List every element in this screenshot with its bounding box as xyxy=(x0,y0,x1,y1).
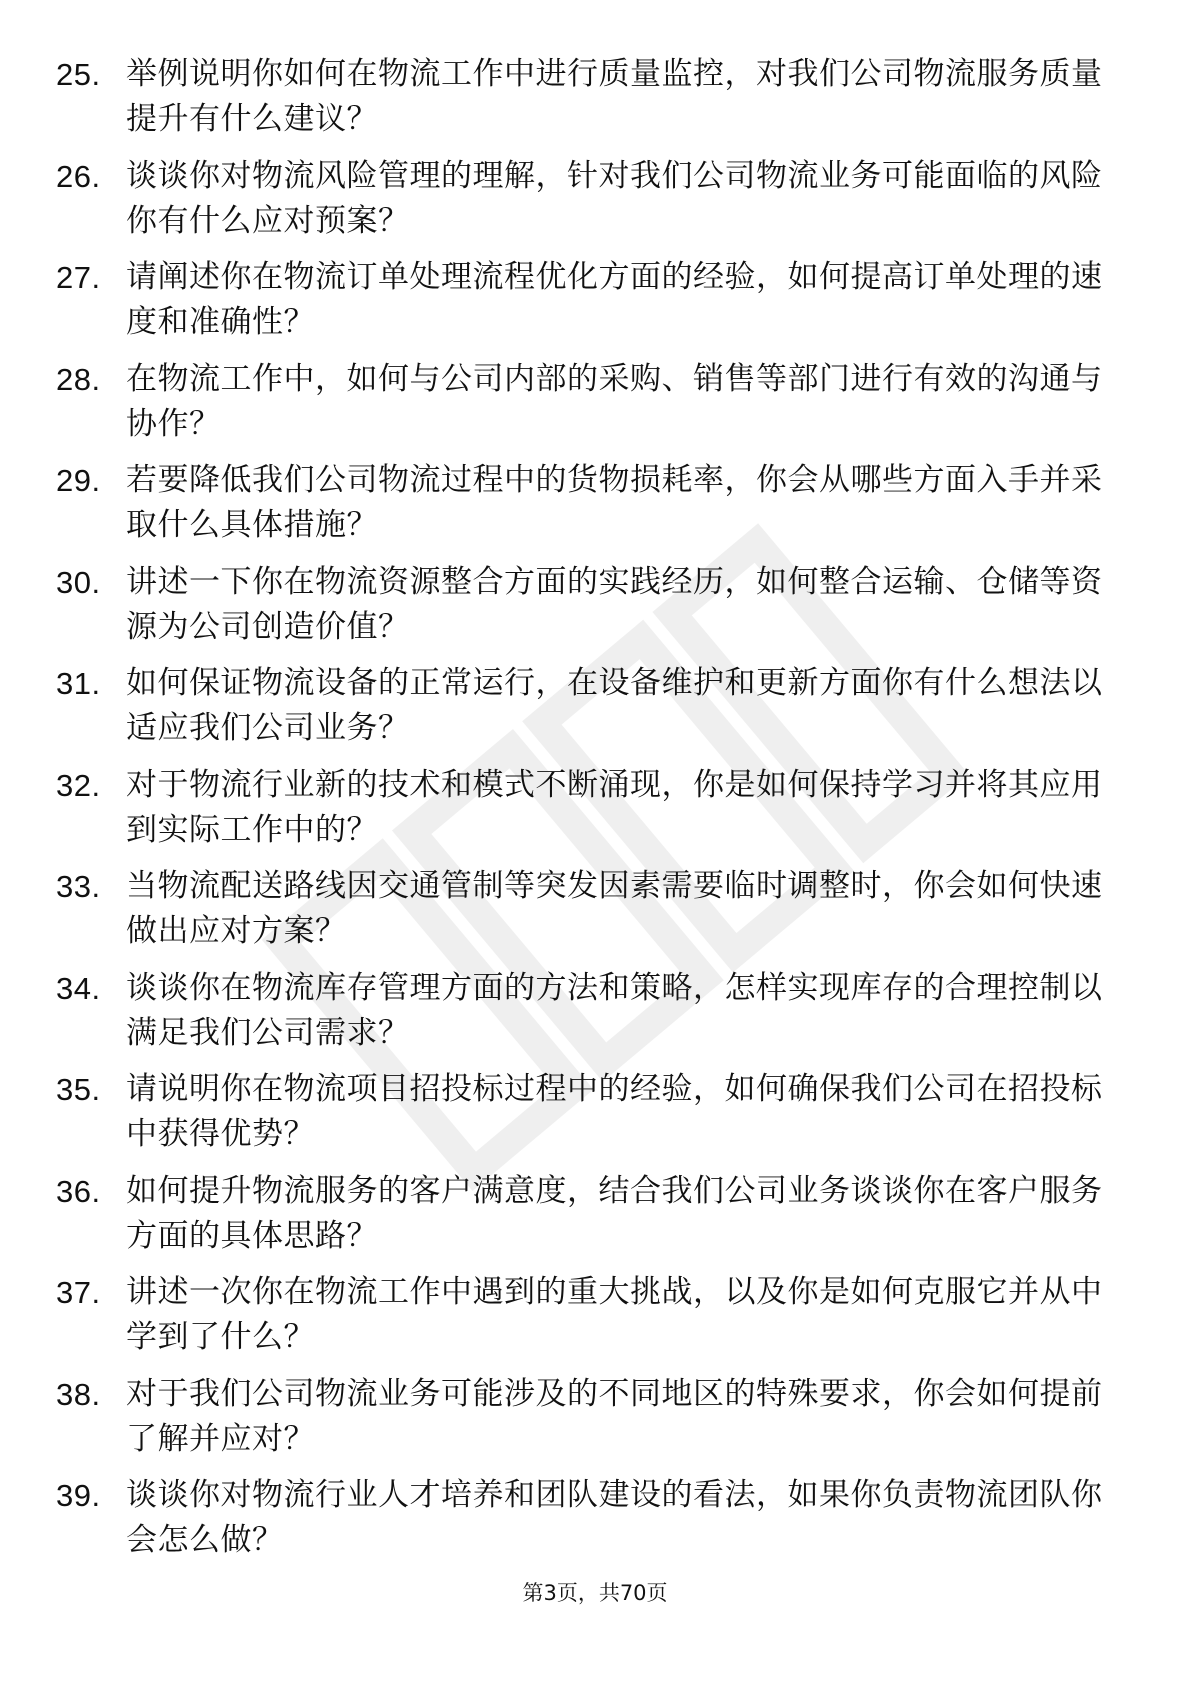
question-text: 谈谈你对物流行业人才培养和团队建设的看法，如果你负责物流团队你会怎么做？ xyxy=(126,1477,1103,1558)
question-text: 当物流配送路线因交通管制等突发因素需要临时调整时，你会如何快速做出应对方案？ xyxy=(126,868,1103,949)
question-text: 对于我们公司物流业务可能涉及的不同地区的特殊要求，你会如何提前了解并应对？ xyxy=(126,1375,1103,1457)
list-item xyxy=(56,154,1106,244)
question-number: 34. xyxy=(56,970,101,1006)
question-number: 33. xyxy=(56,869,101,904)
question-number: 39. xyxy=(56,1478,101,1513)
question-number: 36. xyxy=(56,1173,101,1209)
question-text: 请说明你在物流项目招投标过程中的经验，如何确保我们公司在招投标中获得优势？ xyxy=(126,1071,1103,1152)
question-number: 31. xyxy=(56,666,101,701)
question-number: 30. xyxy=(56,564,101,600)
question-text: 对于物流行业新的技术和模式不断涌现，你是如何保持学习并将其应用到实际工作中的？ xyxy=(126,766,1103,848)
question-number: 37. xyxy=(56,1275,101,1310)
list-item xyxy=(56,1473,1106,1563)
question-text: 讲述一下你在物流资源整合方面的实践经历，如何整合运输、仓储等资源为公司创造价值？ xyxy=(126,563,1103,645)
list-item xyxy=(56,661,1106,751)
question-text: 如何保证物流设备的正常运行，在设备维护和更新方面你有什么想法以适应我们公司业务？ xyxy=(126,665,1103,746)
page-number-label: 第3页，共70页 xyxy=(522,1581,668,1605)
question-text: 谈谈你在物流库存管理方面的方法和策略，怎样实现库存的合理控制以满足我们公司需求？ xyxy=(126,969,1103,1051)
question-number: 25. xyxy=(56,57,101,92)
question-number: 28. xyxy=(56,361,101,397)
question-text: 请阐述你在物流订单处理流程优化方面的经验，如何提高订单处理的速度和准确性？ xyxy=(126,259,1103,340)
question-text: 讲述一次你在物流工作中遇到的重大挑战，以及你是如何克服它并从中学到了什么？ xyxy=(126,1274,1103,1355)
page-footer xyxy=(0,1577,1190,1607)
list-item xyxy=(56,864,1106,954)
question-number: 26. xyxy=(56,158,101,194)
question-list xyxy=(56,52,1106,1575)
list-item xyxy=(56,1270,1106,1360)
question-number: 29. xyxy=(56,463,101,498)
question-text: 如何提升物流服务的客户满意度，结合我们公司业务谈谈你在客户服务方面的具体思路？ xyxy=(126,1172,1103,1254)
question-number: 27. xyxy=(56,260,101,295)
list-item xyxy=(56,1067,1106,1157)
list-item xyxy=(56,763,1106,853)
question-text: 若要降低我们公司物流过程中的货物损耗率，你会从哪些方面入手并采取什么具体措施？ xyxy=(126,462,1103,543)
list-item xyxy=(56,255,1106,345)
question-number: 38. xyxy=(56,1376,101,1412)
list-item xyxy=(56,966,1106,1056)
question-text: 谈谈你对物流风险管理的理解，针对我们公司物流业务可能面临的风险你有什么应对预案？ xyxy=(126,157,1103,239)
list-item xyxy=(56,357,1106,447)
list-item xyxy=(56,1372,1106,1462)
list-item xyxy=(56,458,1106,548)
question-text: 在物流工作中，如何与公司内部的采购、销售等部门进行有效的沟通与协作？ xyxy=(126,360,1103,442)
list-item xyxy=(56,1169,1106,1259)
list-item xyxy=(56,560,1106,650)
question-number: 35. xyxy=(56,1072,101,1107)
list-item xyxy=(56,52,1106,142)
question-text: 举例说明你如何在物流工作中进行质量监控，对我们公司物流服务质量提升有什么建议？ xyxy=(126,56,1103,137)
question-number: 32. xyxy=(56,767,101,803)
